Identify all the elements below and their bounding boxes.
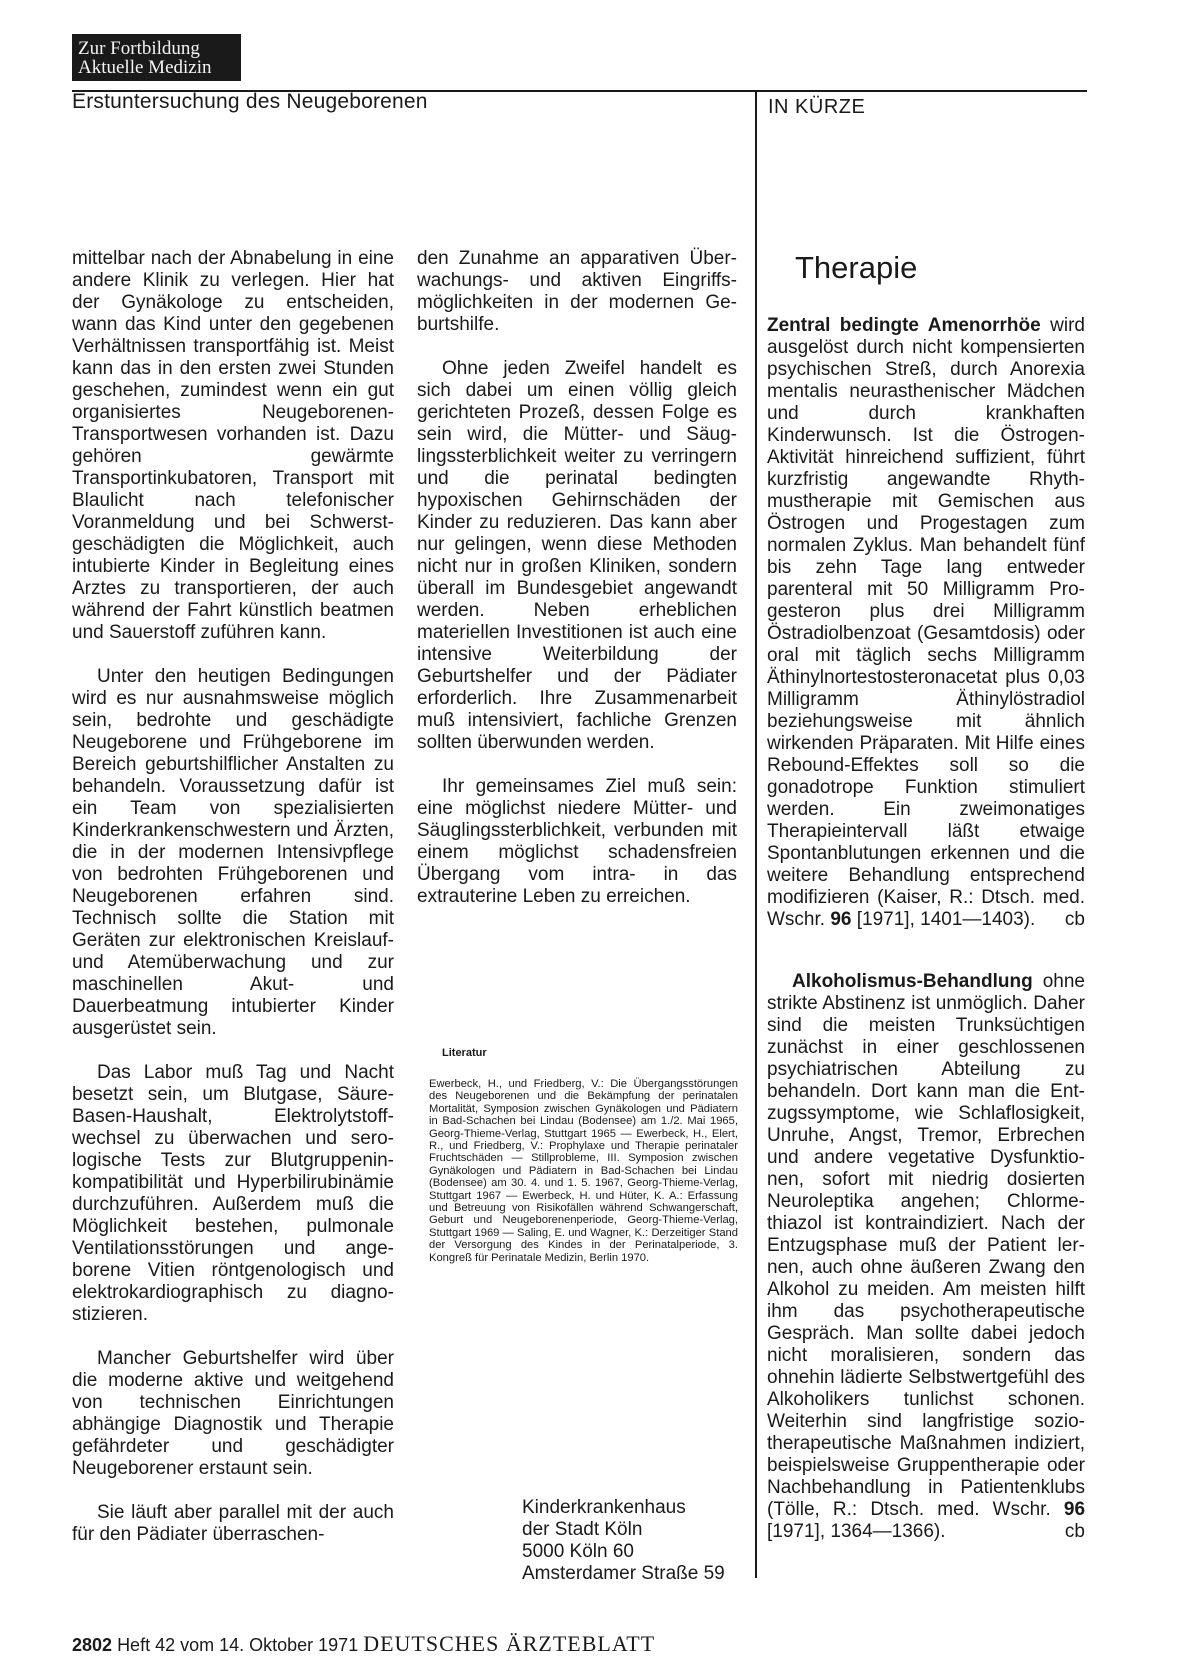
- brief-text: wird ausgelöst durch nicht kompensierten psychischen Streß, durch Anorexia mentalis neurasthenischer Mädchen und durch krankhaften Kinderwunsch. Ist die Östrogen-Aktivität hinreichend suffizient, führt kurzfristig angewandte Rhythmustherapie mit Gemischen aus Östrogen und Progestagen zum normalen Zyklus. Man behandelt fünf bis zehn Tage lang entweder parenteral mit 50 Milligramm Progesteron plus drei Milligramm Östradiolbenzoat (Gesamtdosis) oder oral mit täglich sechs Milligramm Äthinylnortestosteronacetat plus 0,03 Milligramm Äthinylöstradiol beziehungsweise mit ähnlich wirkenden Präparaten. Mit Hilfe eines Rebound-Effektes soll so die gonadotrope Funktion stimuliert werden. Ein zweimonatiges Therapieintervall läßt etwaige Spontanblutungen erkennen und die weitere Behandlung entsprechend modifizieren (Kaiser, R.: Dtsch. med. Wschr.: [767, 315, 1085, 930]
- volume-number: 96: [830, 909, 852, 930]
- citation-tail: [1971], 1364—1366).: [767, 1521, 946, 1542]
- paragraph: Ihr gemeinsames Ziel muß sein: eine möglichst niedere Mütter- und Säuglingssterblichkeit, verbunden mit einem möglichst schadensfreien Übergang vom intra- in das extrauterine Leben zu erreichen.: [417, 776, 737, 907]
- address-line: 5000 Köln 60: [522, 1541, 634, 1562]
- author-initials: cb: [1064, 1521, 1085, 1542]
- magazine-name: DEUTSCHES ÄRZTEBLATT: [363, 1631, 656, 1656]
- column-divider: [755, 90, 757, 1578]
- section-label-line1: Zur Fortbildung: [78, 38, 200, 59]
- brief-title: Alkoholismus-Behandlung: [792, 971, 1033, 992]
- citation-tail: [1971], 1401—1403).: [856, 909, 1036, 930]
- article-column-2: [417, 248, 737, 930]
- literature-references: Ewerbeck, H., und Friedberg, V.: Die Übergangsstörungen des Neugeborenen und die Bekämpfung der perinatalen Mortalität, Symposion zwischen Gynäkologen und Pädiatern in Bad-Schachen bei Lindau (Bodensee) am 1./2. Mai 1965, Georg-Thieme-Verlag, Stuttgart 1965 — Ewerbeck, H., Elert, R., und Friedberg, V.: Prophylaxe und Therapie perinataler Fruchtschäden — Stillprobleme, III. Symposion zwischen Gynäkologen und Pädiatern in Bad-Schachen bei Lindau (Bodensee) am 30. 4. und 1. 5. 1967, Georg-Thieme-Verlag, Stuttgart 1967 — Ewerbeck, H. und Hüter, K. A.: Erfassung und Betreuung von Risikofällen während Schwangerschaft, Geburt und Neugeborenenperiode, Georg-Thieme-Verlag, Stuttgart 1969 — Saling, E. und Wagner, K.: Derzeitiger Stand der Versorgung des Kindes in der Perinatalperiode, 3. Kongreß für Perinatale Medizin, Berlin 1970.: [429, 1078, 738, 1264]
- paragraph: Unter den heutigen Bedingungen wird es nur ausnahmsweise möglich sein, bedrohte und geschädigte Neugeborene und Frühgeborene im Bereich geburtshilflicher Anstalten zu behandeln. Voraussetzung dafür ist ein Team von spezialisierten Kinderkrankenschwestern und Ärzten, die in der modernen Intensivpflege von bedrohten Frühgeborenen und Neugeborenen erfahren sind. Technisch sollte die Station mit Geräten zur elektronischen Kreislauf- und Atemüberwachung und zur maschinellen Akut- und Dauerbeatmung intubierter Kinder ausgerüstet sein.: [72, 666, 394, 1039]
- issue-info: Heft 42 vom 14. Oktober 1971: [117, 1635, 359, 1655]
- literature-heading: Literatur: [442, 1047, 487, 1059]
- page-footer: [72, 1631, 655, 1657]
- sidebar-heading: Therapie: [795, 250, 918, 285]
- paragraph: mittelbar nach der Abnabelung in eine andere Klinik zu verlegen. Hier hat der Gynäkologe zu entscheiden, wann das Kind unter den gegebenen Verhältnissen transportfähig ist. Meist kann das in den ersten zwei Stunden geschehen, zumindest wenn ein gut organisiertes Neugeborenen-Transportwesen vorhanden ist. Dazu gehören gewärmte Transportinkubatoren, Transport mit Blaulicht nach telefonischer Voranmeldung und bei Schwerstgeschädigten die Möglichkeit, auch intubierte Kinder in Begleitung eines Arztes zu transportieren, der auch während der Fahrt künstlich beatmen und Sauerstoff zuführen kann.: [72, 248, 394, 643]
- sidebar-label: IN KÜRZE: [768, 96, 866, 118]
- brief-text: ohne strikte Abstinenz ist unmöglich. Daher sind die meisten Trunksüchtigen zunächst in einer geschlossenen psychiatrischen Abteilung zu behandeln. Dort kann man die Entzugssymptome, wie Schlaflosigkeit, Unruhe, Angst, Tremor, Erbrechen und andere vegetative Dysfunktionen, sofort mit niedrig dosierten Neuroleptika angehen; Chlormethiazol ist kontraindiziert. Nach der Entzugsphase muß der Patient lernen, auch ohne äußeren Zwang den Alkohol zu meiden. Am meisten hilft ihm das psychotherapeutische Gespräch. Man sollte dabei jedoch nicht moralisieren, sondern das ohnehin lädierte Selbstwertgefühl des Alkoholikers tunlichst schonen. Weiterhin sind langfristige soziotherapeutische Maßnahmen indiziert, beispielsweise Gruppentherapie oder Nachbehandlung in Patientenklubs (Tölle, R.: Dtsch. med. Wschr.: [767, 971, 1085, 1520]
- paragraph: Mancher Geburtshelfer wird über die moderne aktive und weitgehend von technischen Einrichtungen abhängige Diagnostik und Therapie gefährdeter und geschädigter Neugeborener erstaunt sein.: [72, 1348, 394, 1479]
- section-label-box: [72, 34, 241, 81]
- brief-title: Zentral bedingte Amenorrhöe: [767, 315, 1041, 336]
- article-subtitle: Erstuntersuchung des Neugeborenen: [72, 90, 428, 113]
- author-address: [522, 1497, 725, 1585]
- paragraph: Sie läuft aber parallel mit der auch für den Pädiater überraschen-: [72, 1502, 394, 1545]
- address-line: der Stadt Köln: [522, 1519, 643, 1540]
- brief-item: [767, 971, 1085, 1543]
- section-label-line2: Aktuelle Medizin: [78, 57, 212, 78]
- author-initials: cb: [1064, 909, 1085, 930]
- address-line: Amsterdamer Straße 59: [522, 1563, 725, 1584]
- brief-item: [767, 315, 1085, 931]
- article-column-1: [72, 248, 394, 1568]
- paragraph: Ohne jeden Zweifel handelt es sich dabei um einen völlig gleich gerichteten Prozeß, dessen Folge es sein wird, die Mütter- und Säuglingssterblichkeit weiter zu verringern und die perinatal bedingten hypoxischen Gehirnschäden der Kinder zu reduzieren. Das kann aber nur gelingen, wenn diese Methoden nicht nur in großen Kliniken, sondern überall im Bundesgebiet angewandt werden. Neben erheblichen materiellen Investitionen ist auch eine intensive Weiterbildung der Geburtshelfer und der Pädiater erforderlich. Ihre Zusammenarbeit muß intensiviert, fachliche Grenzen sollten überwunden werden.: [417, 358, 737, 753]
- page-number: 2802: [72, 1635, 113, 1655]
- paragraph: Das Labor muß Tag und Nacht besetzt sein, um Blutgase, Säure-Basen-Haushalt, Elektrolytstoffwechsel zu überwachen und serologische Tests zur Blutgruppeninkompatibilität und Hyperbilirubinämie durchzuführen. Außerdem muß die Möglichkeit bestehen, pulmonale Ventilationsstörungen und angeborene Vitien röntgenologisch und elektrokardiographisch zu diagnostizieren.: [72, 1062, 394, 1325]
- paragraph: den Zunahme an apparativen Überwachungs- und aktiven Eingriffsmöglichkeiten in der modernen Geburtshilfe.: [417, 248, 737, 335]
- sidebar-column: [767, 315, 1085, 1565]
- address-line: Kinderkrankenhaus: [522, 1497, 686, 1518]
- volume-number: 96: [1063, 1499, 1086, 1520]
